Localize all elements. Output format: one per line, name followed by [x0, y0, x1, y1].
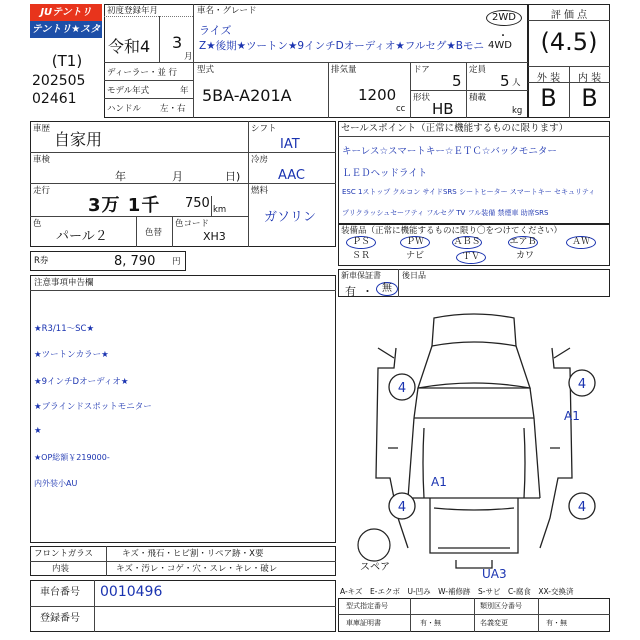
cc-value: 1200: [358, 86, 397, 104]
shift-value: IAT: [280, 137, 300, 152]
mileage-label: 走行: [33, 186, 51, 196]
inspection-day: 日): [225, 170, 241, 183]
equipment-item: ナビ: [405, 251, 424, 261]
damage-a1-right: A1: [564, 409, 580, 423]
ac-label: 冷房: [251, 155, 269, 165]
mileage-fine: 750: [185, 196, 210, 211]
notes-line: ★R3/11～SC★: [34, 324, 95, 334]
color-label: 色: [33, 219, 42, 229]
fuel-value: ガソリン: [264, 210, 317, 225]
sheet-code: (T1): [51, 52, 83, 70]
warranty-yes: 有: [345, 285, 356, 298]
spare-label: スペア: [360, 562, 390, 573]
carname-label: 車名・グレード: [197, 6, 257, 16]
doors-value: 5: [452, 72, 462, 90]
inspection-year: 年: [115, 170, 126, 183]
fuel-label: 燃料: [251, 186, 269, 196]
drive-4wd: 4WD: [488, 40, 512, 51]
notes-line: ★9インチDオーディオ★: [34, 377, 129, 387]
model-year-unit: 年: [180, 86, 189, 96]
color-code-label: 色コード: [175, 219, 210, 229]
equipment-item: カワ: [515, 251, 534, 261]
equipment-item: ＰＷ: [400, 236, 430, 249]
tire-rr: 4: [577, 500, 587, 515]
inspection-label: 車検: [33, 155, 51, 165]
warranty-dot: ・: [362, 285, 373, 298]
equipment-item: ＳＲ: [351, 251, 370, 261]
month-value: 3: [172, 33, 183, 52]
recycle-unit: 円: [172, 257, 181, 267]
equipment-item: ＡＢＳ: [453, 237, 481, 247]
capacity-unit: 人: [512, 78, 521, 88]
bottom-label-2: 類別区分番号: [480, 602, 522, 610]
mileage-unit: km: [213, 205, 227, 215]
eval-score: (4.5): [540, 28, 598, 56]
equipment-item: ＰＳ: [346, 236, 376, 249]
usage-value: 自家用: [54, 130, 103, 149]
bottom-label-6: 有・無: [546, 619, 567, 627]
int-label: 内 装: [577, 73, 602, 84]
dealer-label: ディーラー・並 行: [107, 68, 178, 78]
tire-fr: 4: [577, 377, 587, 392]
interior-value: キズ・汚レ・コゲ・穴・スレ・キレ・破レ: [116, 564, 278, 574]
drive-dot: ・: [498, 31, 508, 42]
handle-value: 左・右: [160, 104, 186, 114]
equipment-item: ＡＷ: [566, 236, 596, 249]
sales-line-1: キーレス☆スマートキー☆ＥＴＣ☆バックモニター: [342, 146, 557, 157]
logo-box: [30, 4, 102, 52]
shift-label: シフト: [251, 124, 277, 134]
notes-line: ★ツートンカラー★: [34, 350, 109, 360]
chassis-label: 車台番号: [40, 587, 80, 598]
handle-label: ハンドル: [107, 104, 142, 114]
eval-label: 評 価 点: [550, 10, 588, 21]
ac-value: AAC: [278, 168, 305, 183]
era-value: 令和4: [108, 37, 151, 56]
tire-rl: 4: [397, 500, 407, 515]
first-reg-label: 初度登録年月: [107, 6, 159, 16]
cc-label: 排気量: [331, 65, 357, 75]
lot-line-2: 02461: [32, 91, 77, 107]
month-unit: 月: [184, 52, 193, 62]
notes-line: ★OP総額￥219000-: [34, 453, 110, 462]
inspection-month: 月: [172, 170, 183, 183]
notes-line: ★: [34, 426, 42, 436]
interior-label: 内装: [52, 564, 70, 574]
car-grade: Z★後期★ツートン★9インチDオーディオ★フルセグ★Bモニ: [199, 40, 484, 52]
capacity-label: 定員: [469, 65, 487, 75]
car-short: ライズ: [199, 24, 232, 37]
bottom-label-3: 車庫証明書: [346, 619, 381, 627]
bottom-label-1: 型式指定番号: [346, 602, 388, 610]
damage-legend: A-キズ E-エクボ U-凹み W-補修跡 S-サビ C-腐食 XX-交換済: [340, 587, 574, 596]
damage-a1-center: A1: [431, 475, 447, 489]
ext-label: 外 装: [536, 73, 561, 84]
equipment-label: 装備品（正常に機能するものに限り〇をつけてください）: [341, 226, 563, 236]
bottom-label-5: 名義変更: [480, 619, 508, 627]
type-value: 5BA-A201A: [202, 86, 292, 105]
recycle-label: R券: [34, 256, 49, 266]
warranty-label: 新車保証書: [341, 271, 381, 280]
mileage-value: 3万 1千: [88, 195, 161, 216]
chassis-value: 0010496: [100, 584, 163, 600]
color-change-label: 色替: [145, 228, 163, 238]
usage-label: 車歴: [33, 124, 51, 134]
cc-unit: cc: [396, 104, 406, 114]
type-label: 型式: [197, 65, 215, 75]
load-label: 積載: [469, 93, 487, 103]
after-label: 後日品: [402, 271, 426, 280]
notes-label: 注意事項申告欄: [34, 278, 94, 288]
sales-line-3: ESC 1ストップ クルコン サイドSRS シートヒーター スマートキー セキュリティ: [342, 188, 596, 196]
warranty-no: 無: [376, 282, 398, 296]
lot-line-1: 202505: [32, 73, 86, 89]
logo-top: JUテントリ: [30, 4, 102, 21]
equipment-item: ＴＶ: [456, 251, 486, 264]
notes-line: 内外装小AU: [34, 479, 78, 488]
sales-line-4: プリクラッシュセーフティ フルセグ TV フル装備 禁煙車 助席SRS: [342, 209, 549, 217]
sales-label: セールスポイント（正常に機能するものに限ります）: [341, 123, 569, 134]
capacity-value: 5: [500, 72, 510, 90]
recycle-value: 8, 790: [114, 254, 156, 269]
doors-label: ドア: [413, 65, 430, 75]
reg-label: 登録番号: [40, 613, 80, 624]
glass-value: キズ・飛石・ヒビ割・リペア跡・X要: [122, 549, 264, 559]
car-diagram: [338, 298, 610, 583]
shape-label: 形状: [413, 93, 431, 103]
shape-value: HB: [432, 100, 454, 118]
ext-grade: B: [540, 84, 557, 112]
top-info-box: [104, 4, 528, 118]
notes-line: ★ブラインドスポットモニター: [34, 402, 152, 412]
color-code-value: XH3: [203, 230, 226, 243]
load-unit: kg: [512, 106, 523, 116]
tire-fl: 4: [397, 381, 407, 396]
logo-bottom: テントリ★スター: [30, 21, 102, 38]
glass-label: フロントガラス: [34, 549, 93, 559]
int-grade: B: [581, 84, 598, 112]
drive-2wd: 2WD: [486, 10, 522, 26]
model-year-label: モデル年式: [107, 86, 150, 96]
bottom-label-4: 有・無: [420, 619, 441, 627]
damage-ua3: UA3: [482, 567, 507, 581]
color-value: パール２: [56, 229, 108, 244]
recycle-box: [30, 251, 186, 271]
sales-line-2: ＬＥＤヘッドライト: [342, 168, 428, 179]
equipment-item: エアＢ: [509, 237, 537, 247]
